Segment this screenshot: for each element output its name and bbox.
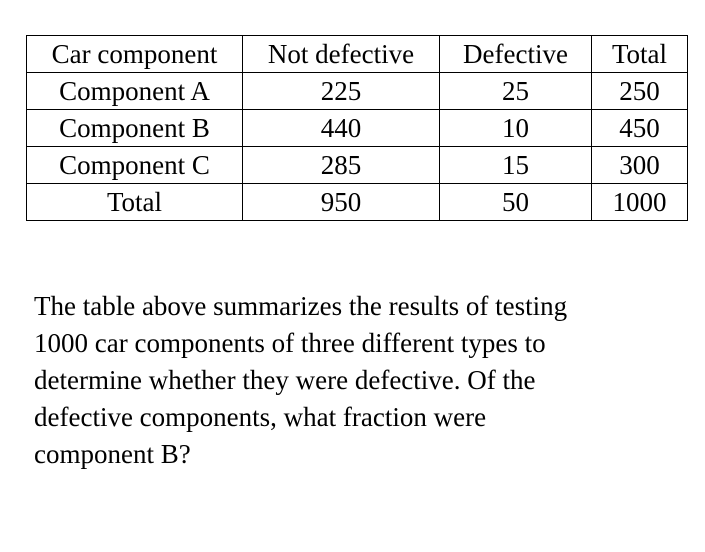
table-total-row [27, 184, 688, 221]
cell-not-defective: 285 [243, 147, 440, 184]
cell-not-defective: 440 [243, 110, 440, 147]
cell-total: 450 [592, 110, 688, 147]
cell-defective: 10 [440, 110, 592, 147]
cell-total: 250 [592, 73, 688, 110]
question-line: 1000 car components of three different types to [34, 328, 546, 358]
cell-total: 300 [592, 147, 688, 184]
cell-defective: 25 [440, 73, 592, 110]
table-row [27, 110, 688, 147]
cell-component: Component A [27, 73, 243, 110]
question-line: determine whether they were defective. Of the [34, 365, 536, 395]
question-text [34, 288, 674, 473]
cell-not-defective: 950 [243, 184, 440, 221]
cell-not-defective: 225 [243, 73, 440, 110]
cell-defective: 50 [440, 184, 592, 221]
table-header-row [27, 36, 688, 73]
table-row [27, 73, 688, 110]
question-line: The table above summarizes the results of testing [34, 291, 568, 321]
header-defective: Defective [440, 36, 592, 73]
header-total: Total [592, 36, 688, 73]
question-line: component B? [34, 439, 191, 469]
cell-component: Total [27, 184, 243, 221]
header-not-defective: Not defective [243, 36, 440, 73]
table-row [27, 147, 688, 184]
cell-defective: 15 [440, 147, 592, 184]
cell-component: Component C [27, 147, 243, 184]
question-line: defective components, what fraction were [34, 402, 487, 432]
defect-summary-table [26, 35, 688, 221]
cell-total: 1000 [592, 184, 688, 221]
cell-component: Component B [27, 110, 243, 147]
header-car-component: Car component [27, 36, 243, 73]
